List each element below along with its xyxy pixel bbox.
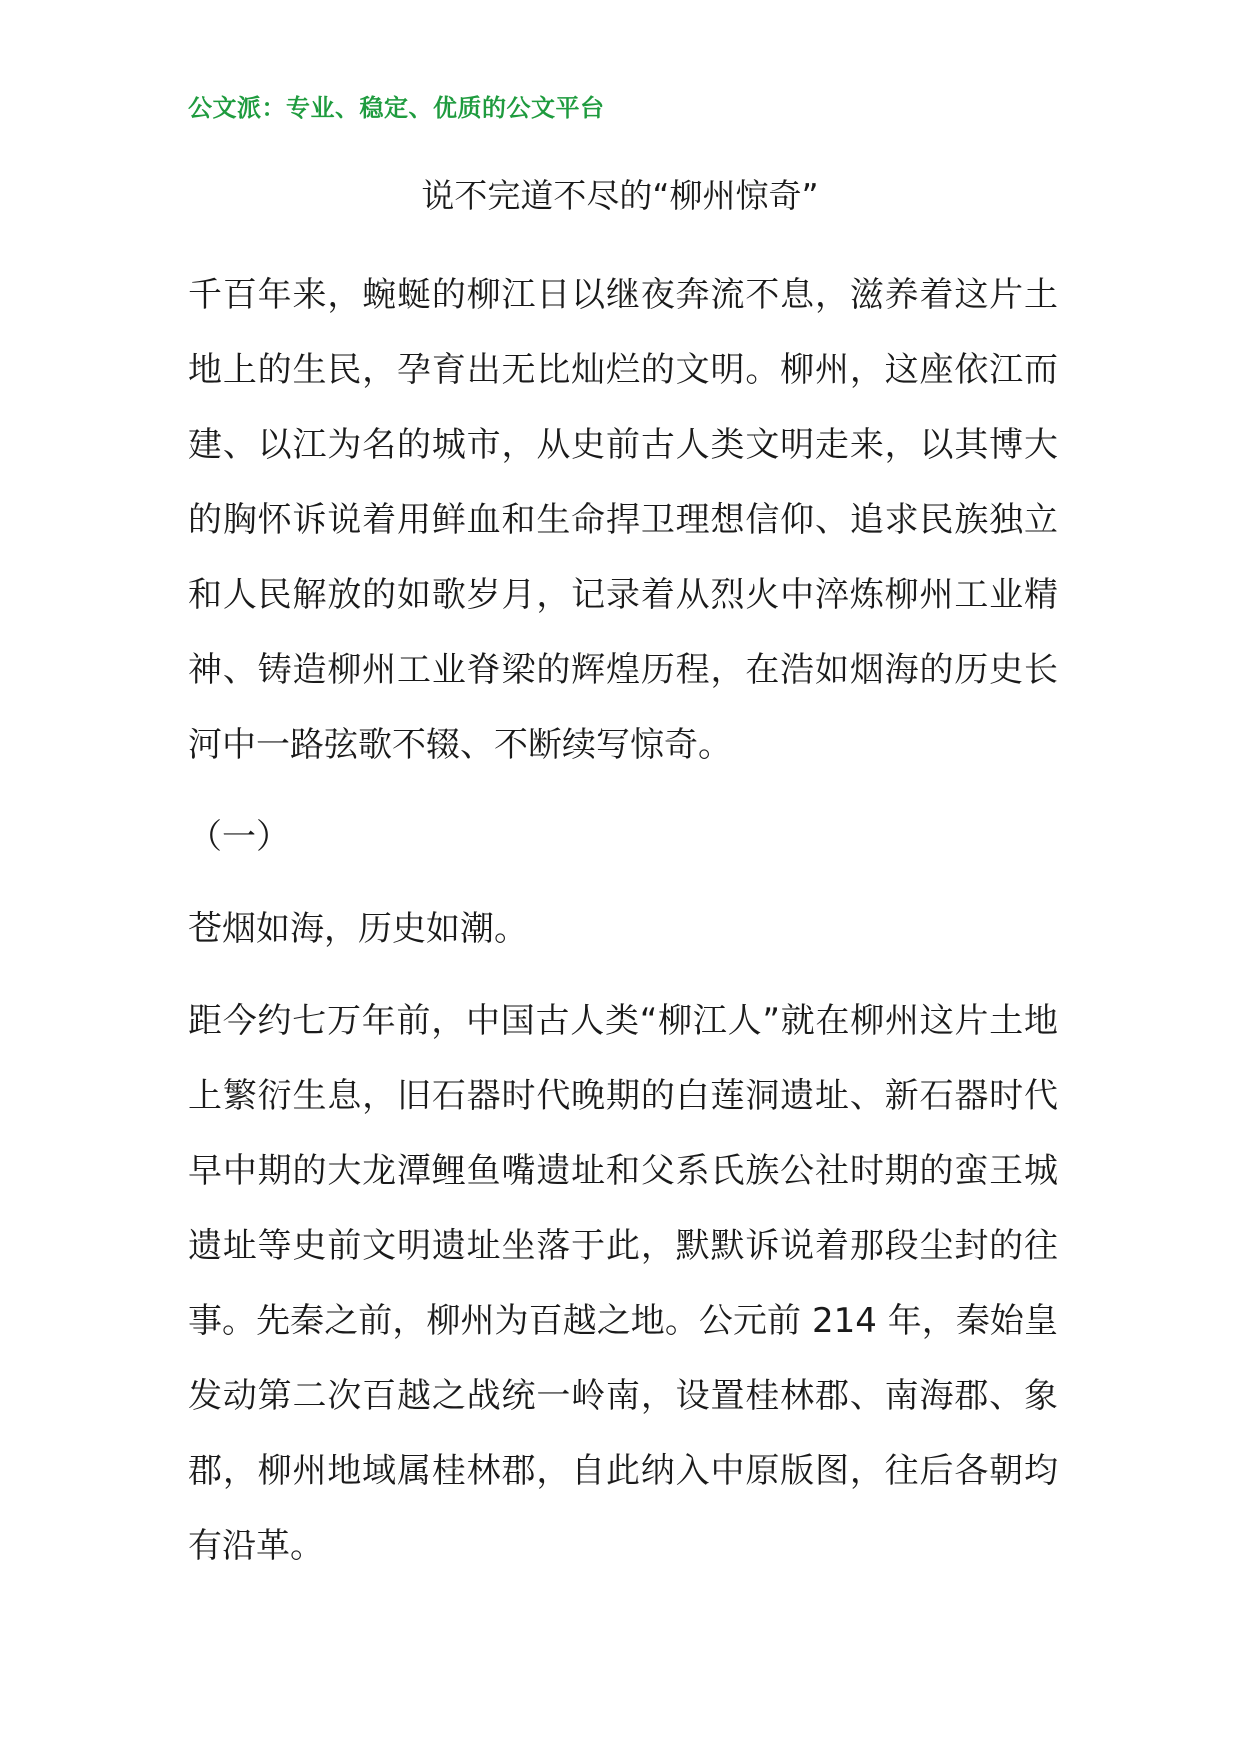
header-brand: 公文派：专业、稳定、优质的公文平台 (188, 94, 605, 122)
paragraph-intro: 千百年来，蜿蜒的柳江日以继夜奔流不息，滋养着这片土地上的生民，孕育出无比灿烂的文明。柳州，这座依江而建、以江为名的城市，从史前古人类文明走来，以其博大的胸怀诉说着用鲜血和生命捍卫理想信仰、追求民族独立和人民解放的如歌岁月，记录着从烈火中淬炼柳州工业精神、铸造柳州工业脊梁的辉煌历程，在浩如烟海的历史长河中一路弦歌不辍、不断续写惊奇。 (188, 275, 1058, 765)
paragraph-history: 距今约七万年前，中国古人类“柳江人”就在柳州这片土地上繁衍生息，旧石器时代晚期的白莲洞遗址、新石器时代早中期的大龙潭鲤鱼嘴遗址和父系氏族公社时期的蛮王城遗址等史前文明遗址坐落于此，默默诉说着那段尘封的往事。先秦之前，柳州为百越之地。公元前 214 年，秦始皇发动第二次百越之战统一岭南，设置桂林郡、南海郡、象郡，柳州地域属桂林郡，自此纳入中原版图，往后各朝均有沿革。 (188, 1001, 1058, 1566)
paragraph-lead: 苍烟如海，历史如潮。 (188, 909, 528, 949)
document-title: 说不完道不尽的“柳州惊奇” (421, 176, 819, 215)
section-heading-one: （一） (188, 817, 290, 857)
document-body (188, 258, 1058, 1601)
